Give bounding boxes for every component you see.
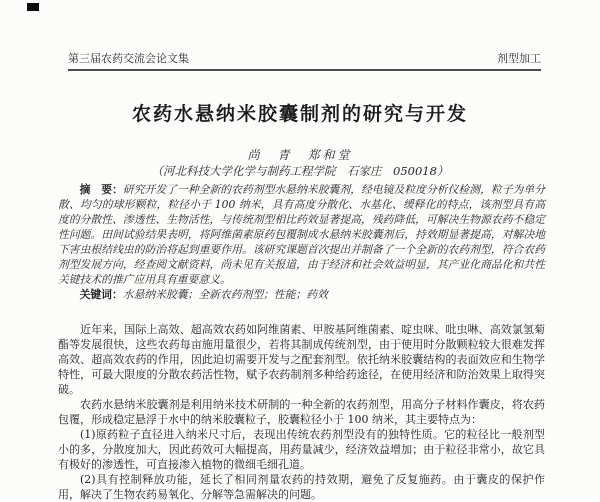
affiliation-line: （河北科技大学化学与制药工程学院 石家庄 050018）: [151, 164, 449, 178]
abstract-label: 摘 要：: [79, 183, 123, 196]
body-paragraph-1: 近年来，国际上高效、超高效农药如阿维菌素、甲胺基阿维菌素、啶虫咪、吡虫啉、高效氯氢菊酯等发展很快，这些农药每亩施用量很少，若将其制成传统剂型，由于使用时分散颗粒较大很难发挥高效、超高效农药的作用，因此迫切需要开发与之配套剂型。依托纳米胶囊结构的表面效应和生物学特性，可最大限度的分散农药活性物，赋予农药制剂多种给药途径，在使用经济和防治效果上取得突破。: [58, 323, 545, 396]
paper-title: 农药水悬纳米胶囊制剂的研究与开发: [131, 103, 468, 125]
keywords-text: 水悬纳米胶囊；全新农药剂型；性能；药效: [122, 288, 328, 301]
header-proceedings-title: 第三届农药交流会论文集: [68, 52, 189, 65]
page-header: [68, 50, 541, 71]
abstract-text: 研究开发了一种全新的农药剂型水悬纳米胶囊剂，经电镜及粒度分析仪检测，粒子为单分散、均匀的球形颗粒，粒径小于 100 纳米，具有高度分散化、水基化、缓释化的特点，该剂型具有高度的分散性、渗透性、生物活性，与传统剂型相比药效显著提高，残药降低，可解决生物源农药不稳定性问题。田间试验结果表明，将阿维菌素原药包覆制成水悬纳米胶囊剂后，持效期显著提高，对解决地下害虫根结线虫的防治将起到重要作用。该研究课题首次提出并制备了一个全新的农药剂型，符合农药剂型发展方向，经查阅文献资料，尚未见有关报道，由于经济和社会效益明显，其产业化商品化和共性关键技术的推广应用具有重要意义。: [58, 183, 545, 286]
scan-artifact-mark: [27, 3, 39, 11]
keywords-line: [58, 287, 545, 302]
header-section-label: 剂型加工: [497, 52, 541, 65]
abstract-paragraph: [58, 182, 545, 287]
body-paragraph-4: (2)具有控制释放功能，延长了相同剂量农药的持效期，避免了反复施药。由于囊皮的保护作用，解决了生物农药易氧化、分解等急需解决的问题。: [58, 473, 545, 501]
body-paragraph-3: (1)原药粒子直径进入纳米尺寸后，表现出传统农药剂型没有的独特性质。它的粒径比一般剂型小的多，分散度加大，因此药效可大幅提高，用药量减少，经济效益增加；由于粒径非常小，故它具有极好的渗透性，可直接渗入植物的微细毛细孔道。: [58, 428, 545, 471]
authors-line: 尚 青 郑和堂: [247, 148, 353, 162]
keywords-label: 关键词：: [79, 288, 123, 301]
body-paragraph-2: 农药水悬纳米胶囊剂是利用纳米技术研制的一种全新的农药剂型，用高分子材料作囊皮，将农药包覆，形成稳定悬浮于水中的纳米胶囊粒子，胶囊粒径小于 100 纳米，其主要特点为：: [58, 398, 545, 426]
abstract-section: [58, 182, 545, 302]
body-text: [58, 322, 545, 502]
